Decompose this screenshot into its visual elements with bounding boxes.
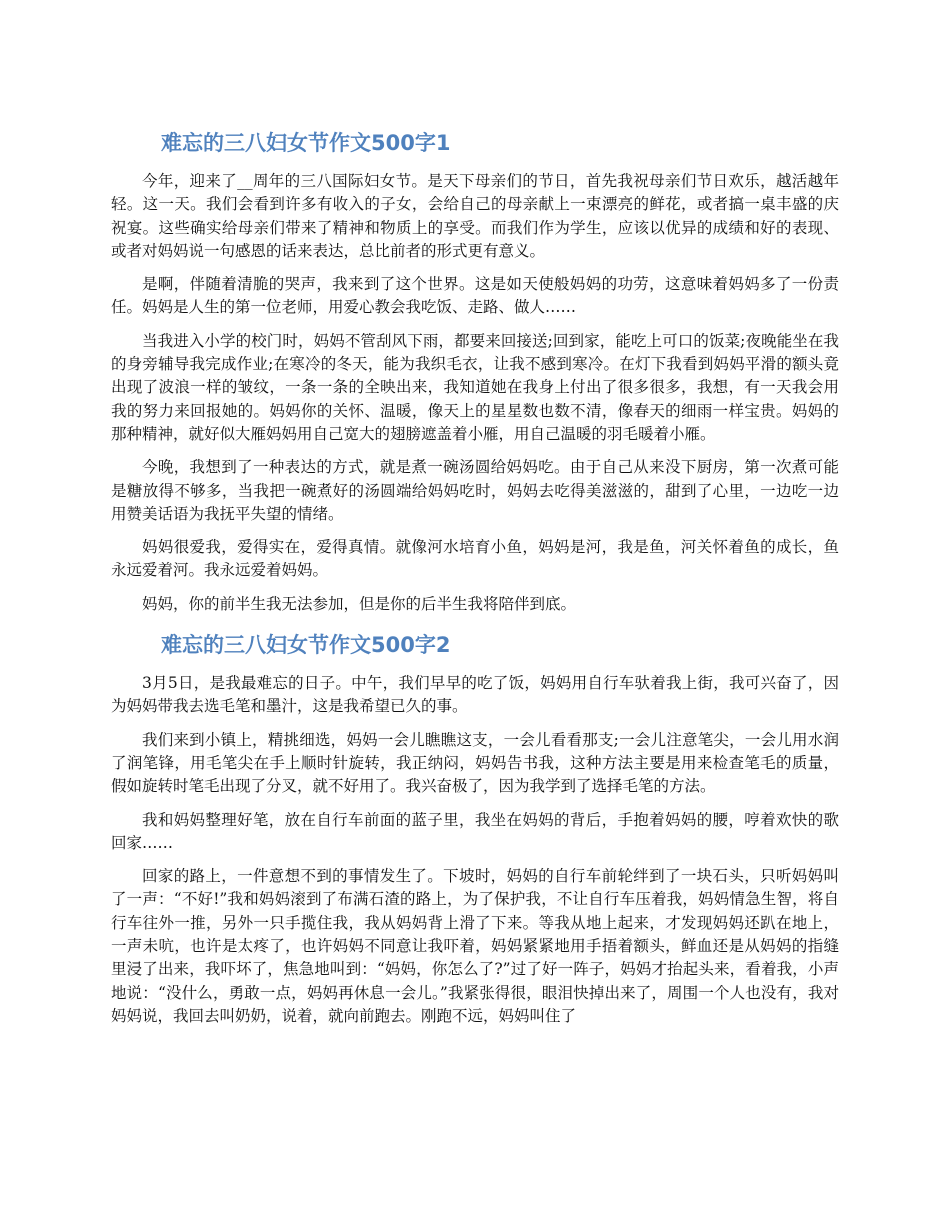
section-heading: 难忘的三八妇女节作文500字1 [161,131,451,155]
paragraph: 3月5日，是我最难忘的日子。中午，我们早早的吃了饭，妈妈用自行车驮着我上街，我可兴奋了，因为妈妈带我去选毛笔和墨汁，这是我希望已久的事。 [111,674,839,716]
paragraph: 是啊，伴随着清脆的哭声，我来到了这个世界。这是如天使般妈妈的功劳，这意味着妈妈多了一份责任。妈妈是人生的第一位老师，用爱心教会我吃饭、走路、做人…… [111,275,839,317]
document-page [111,0,839,1038]
paragraph: 妈妈很爱我，爱得实在，爱得真情。就像河水培育小鱼，妈妈是河，我是鱼，河关怀着鱼的成长，鱼永远爱着河。我永远爱着妈妈。 [111,538,839,580]
paragraph: 回家的路上，一件意想不到的事情发生了。下坡时，妈妈的自行车前轮绊到了一块石头，只听妈妈叫了一声：“不好!”我和妈妈滚到了布满石渣的路上，为了保护我，不让自行车压着我，妈妈情急生智，将自行车往外一推，另外一只手揽住我，我从妈妈背上滑了下来。等我从地上起来，才发现妈妈还趴在地上，一声未吭，也许是太疼了，也许妈妈不同意让我吓着，妈妈紧紧地用手捂着额头，鲜血还是从妈妈的指缝里浸了出来，我吓坏了，焦急地叫到：“妈妈，你怎么了?”过了好一阵子，妈妈才抬起头来，看着我，小声地说：“没什么，勇敢一点，妈妈再休息一会儿。”我紧张得很，眼泪快掉出来了，周围一个人也没有，我对妈妈说，我回去叫奶奶，说着，就向前跑去。刚跑不远，妈妈叫住了 [111,867,839,1025]
paragraph: 今年，迎来了__周年的三八国际妇女节。是天下母亲们的节日，首先我祝母亲们节日欢乐，越活越年轻。这一天。我们会看到许多有收入的子女，会给自己的母亲献上一束漂亮的鲜花，或者搞一桌丰盛的庆祝宴。这些确实给母亲们带来了精神和物质上的享受。而我们作为学生，应该以优异的成绩和好的表现、或者对妈妈说一句感恩的话来表达，总比前者的形式更有意义。 [111,172,839,260]
paragraph: 今晚，我想到了一种表达的方式，就是煮一碗汤圆给妈妈吃。由于自己从来没下厨房，第一次煮可能是糖放得不够多，当我把一碗煮好的汤圆端给妈妈吃时，妈妈去吃得美滋滋的，甜到了心里，一边吃一边用赞美话语为我抚平失望的情绪。 [111,458,839,523]
paragraph: 我们来到小镇上，精挑细选，妈妈一会儿瞧瞧这支，一会儿看看那支;一会儿注意笔尖，一会儿用水润了润笔锋，用毛笔尖在手上顺时针旋转，我正纳闷，妈妈告书我，这种方法主要是用来检查笔毛的质量，假如旋转时笔毛出现了分叉，就不好用了。我兴奋极了，因为我学到了选择毛笔的方法。 [111,730,839,796]
paragraph: 妈妈，你的前半生我无法参加，但是你的后半生我将陪伴到底。 [142,594,577,613]
paragraph: 当我进入小学的校门时，妈妈不管刮风下雨，都要来回接送;回到家，能吃上可口的饭菜;夜晚能坐在我的身旁辅导我完成作业;在寒冷的冬天，能为我织毛衣，让我不感到寒冷。在灯下我看到妈妈平滑的额头竟出现了波浪一样的皱纹，一条一条的全映出来，我知道她在我身上付出了很多很多，我想，有一天我会用我的努力来回报她的。妈妈你的关怀、温暖，像天上的星星数也数不清，像春天的细雨一样宝贵。妈妈的那种精神，就好似大雁妈妈用自己宽大的翅膀遮盖着小雁，用自己温暖的羽毛暖着小雁。 [111,331,839,443]
section-heading: 难忘的三八妇女节作文500字2 [161,633,451,658]
paragraph: 我和妈妈整理好笔，放在自行车前面的蓝子里，我坐在妈妈的背后，手抱着妈妈的腰，哼着欢快的歌回家…… [111,810,839,852]
